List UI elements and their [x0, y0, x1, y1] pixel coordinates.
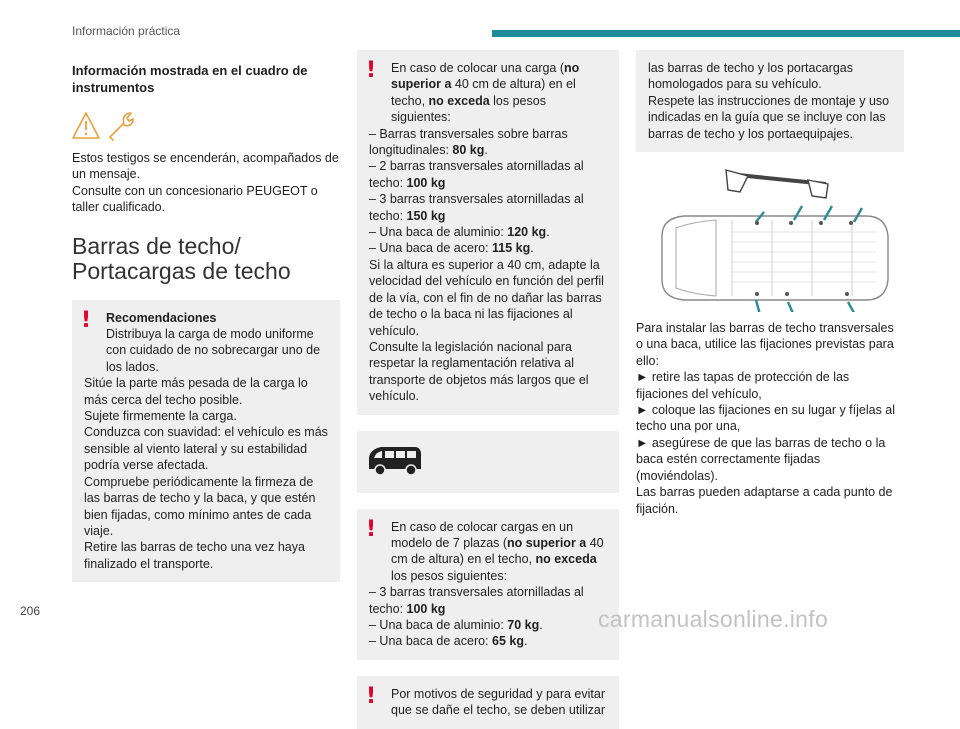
wrench-icon [110, 113, 133, 140]
warning-exclamation-icon: ! [81, 307, 92, 333]
column-3 [636, 50, 904, 517]
section-title: Barras de techo/ Portacargas de techo [72, 232, 291, 284]
instrument-text-2: Consulte con un concesionario PEUGEOT o taller cualificado. [72, 183, 318, 215]
recommendations-list [84, 326, 328, 572]
column-2 [357, 50, 619, 729]
install-step: ► retire las tapas de protección de las fijaciones del vehículo, [636, 370, 850, 401]
recommendation-item: Distribuya la carga de modo uniforme con cuidado de no sobrecargar uno de los lados. [106, 327, 321, 374]
load-limits-box: ! En caso de colocar una carga (no superior a 40 cm de altura) en el techo, no exceda los pesos siguientes: – Barras transversales sobre barras longitudinales: 80 kg. – 2 barras transversales atornilladas al techo: 100 kg – 3 barras transversales atornilladas al techo: 150 kg – Una baca de aluminio: 120 kg. – Una baca de acero: 115 kg. Si la altura es superior a 40 cm, adapte la velocidad del vehículo en función del perfil de la vía, con el fin de no dañar las barras de techo o la baca ni las fijaciones al vehículo. Consulte la legislación nacional para respetar la reglamentación relativa al transporte de objetos más largos que el vehículo. [357, 50, 619, 415]
recommendation-item: Conduzca con suavidad: el vehículo es más sensible al viento lateral y su estabilidad podría verse afectada. [84, 425, 328, 473]
safety-note-box: ! Por motivos de seguridad y para evitar que se dañe el techo, se deben utilizar [357, 676, 619, 729]
seven-seat-van-box [357, 431, 619, 493]
install-note: Las barras pueden adaptarse a cada punto de fijación. [636, 485, 893, 516]
install-step: ► coloque las fijaciones en su lugar y fíjelas al techo una por una, [636, 403, 896, 434]
recommendation-item: Retire las barras de techo una vez haya finalizado el transporte. [84, 540, 305, 571]
column-1 [72, 62, 340, 582]
page-number: 206 [20, 604, 41, 618]
recommendation-item: Sujete firmemente la carga. [84, 409, 237, 424]
install-intro: Para instalar las barras de techo transversales o una baca, utilice las fijaciones previstas para ello: [636, 321, 894, 368]
recommendations-box [72, 300, 340, 583]
install-step: ► asegúrese de que las barras de techo o la baca estén correctamente fijadas (moviéndolas). [636, 435, 886, 483]
header-title: Información práctica [72, 24, 181, 38]
warning-lights [72, 110, 340, 142]
van-icon [365, 443, 425, 479]
warning-exclamation-icon: ! [366, 683, 377, 709]
vehicle-top-view-icon [662, 216, 888, 300]
instrument-text-1: Estos testigos se encenderán, acompañados de un mensaje. [72, 151, 339, 182]
homologated-bars-box: las barras de techo y los portacargas homologados para su vehículo. Respete las instrucciones de montaje y uso indicadas en la guía que se incluye con las barras de techo y los portaequipajes. [636, 50, 904, 152]
warning-triangle-icon [73, 113, 99, 138]
header-accent-bar [492, 30, 960, 37]
recommendation-item: Compruebe periódicamente la firmeza de las barras de techo y la baca, y que estén bien fijadas, como mínimo antes de cada viaje. [84, 474, 316, 538]
recommendations-title: Recomendaciones [106, 310, 217, 325]
seven-seat-limits-box: ! En caso de colocar cargas en un modelo de 7 plazas (no superior a 40 cm de altura) en el techo, no exceda los pesos siguientes: – 3 barras transversales atornilladas al techo: 100 kg – Una baca de aluminio: 70 kg. – Una baca de acero: 65 kg. [357, 509, 619, 660]
warning-exclamation-icon: ! [366, 58, 377, 83]
watermark: carmanualsonline.info [598, 606, 829, 632]
install-steps [636, 369, 904, 484]
recommendation-item: Sitúe la parte más pesada de la carga lo más cerca del techo posible. [84, 376, 308, 407]
instrument-panel-heading: Información mostrada en el cuadro de instrumentos [72, 63, 308, 95]
warning-exclamation-icon: ! [366, 516, 377, 542]
